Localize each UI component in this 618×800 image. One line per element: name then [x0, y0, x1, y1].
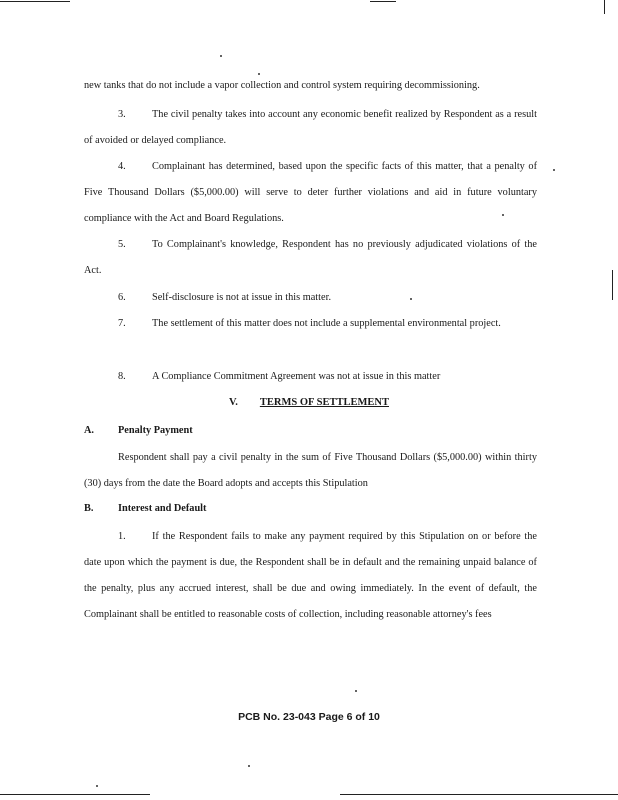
item-number: 5. — [118, 239, 126, 250]
scan-edge-right — [604, 0, 605, 14]
item-number: 6. — [118, 292, 126, 303]
item-text: The civil penalty takes into account any economic benefit realized by Respondent as a result of avoided or delayed compliance. — [84, 109, 537, 146]
subsection-letter: B. — [84, 503, 94, 514]
paragraph-item-6 — [84, 285, 537, 311]
item-number: 3. — [118, 109, 126, 120]
paragraph-item-7 — [84, 311, 537, 337]
scan-speck — [96, 785, 98, 787]
subsection-title: Interest and Default — [118, 503, 207, 514]
subsection-title: Penalty Payment — [118, 425, 193, 436]
subsection-a-heading — [84, 425, 193, 436]
scan-speck — [355, 690, 357, 692]
paragraph-item-3 — [84, 102, 537, 154]
item-number: 4. — [118, 161, 126, 172]
paragraph-item-8 — [84, 364, 537, 390]
paragraph-item-4 — [84, 154, 537, 232]
section-number: V. — [229, 397, 238, 408]
scan-edge-top-right — [370, 1, 396, 2]
scan-edge-bottom-left — [0, 794, 150, 795]
item-text: A Compliance Commitment Agreement was not at issue in this matter — [152, 371, 441, 382]
item-text: If the Respondent fails to make any payment required by this Stipulation on or before the date upon which the payment is due, the Respondent shall be in default and the remaining unpaid balance of the penalty, plus any accrued interest, shall be due and owing immediately. In the event of default, the Complainant shall be entitled to reasonable costs of collection, including reasonable attorney's fees — [84, 531, 537, 620]
scan-speck — [248, 765, 250, 767]
scan-edge-top-left — [0, 1, 70, 2]
scan-edge-bottom-right — [340, 794, 618, 795]
page-footer: PCB No. 23-043 Page 6 of 10 — [238, 711, 380, 723]
subsection-b-heading — [84, 503, 206, 514]
paragraph-item-5 — [84, 232, 537, 284]
item-number: 1. — [118, 531, 126, 542]
scan-speck — [258, 73, 260, 75]
paragraph-penalty-payment: Respondent shall pay a civil penalty in the sum of Five Thousand Dollars ($5,000.00) within thirty (30) days from the date the Board adopts and accepts this Stipulation — [84, 452, 537, 489]
section-title: TERMS OF SETTLEMENT — [259, 397, 389, 408]
subsection-letter: A. — [84, 425, 95, 436]
item-number: 8. — [118, 371, 126, 382]
item-text: Complainant has determined, based upon the specific facts of this matter, that a penalty of Five Thousand Dollars ($5,000.00) will serve to deter further violations and aid in future voluntary compliance with the Act and Board Regulations. — [84, 161, 537, 224]
scan-speck — [220, 55, 222, 57]
paragraph-interest-default-1 — [84, 524, 537, 628]
continued-text: new tanks that do not include a vapor collection and control system requiring decommissioning. — [84, 80, 480, 91]
section-heading — [0, 397, 618, 408]
scan-speck — [553, 169, 555, 171]
item-text: To Complainant's knowledge, Respondent has no previously adjudicated violations of the Act. — [84, 239, 537, 276]
item-text: Self-disclosure is not at issue in this matter. — [152, 292, 332, 303]
item-text: The settlement of this matter does not include a supplemental environmental project. — [152, 318, 501, 329]
scan-mark-right — [612, 270, 613, 300]
item-number: 7. — [118, 318, 126, 329]
